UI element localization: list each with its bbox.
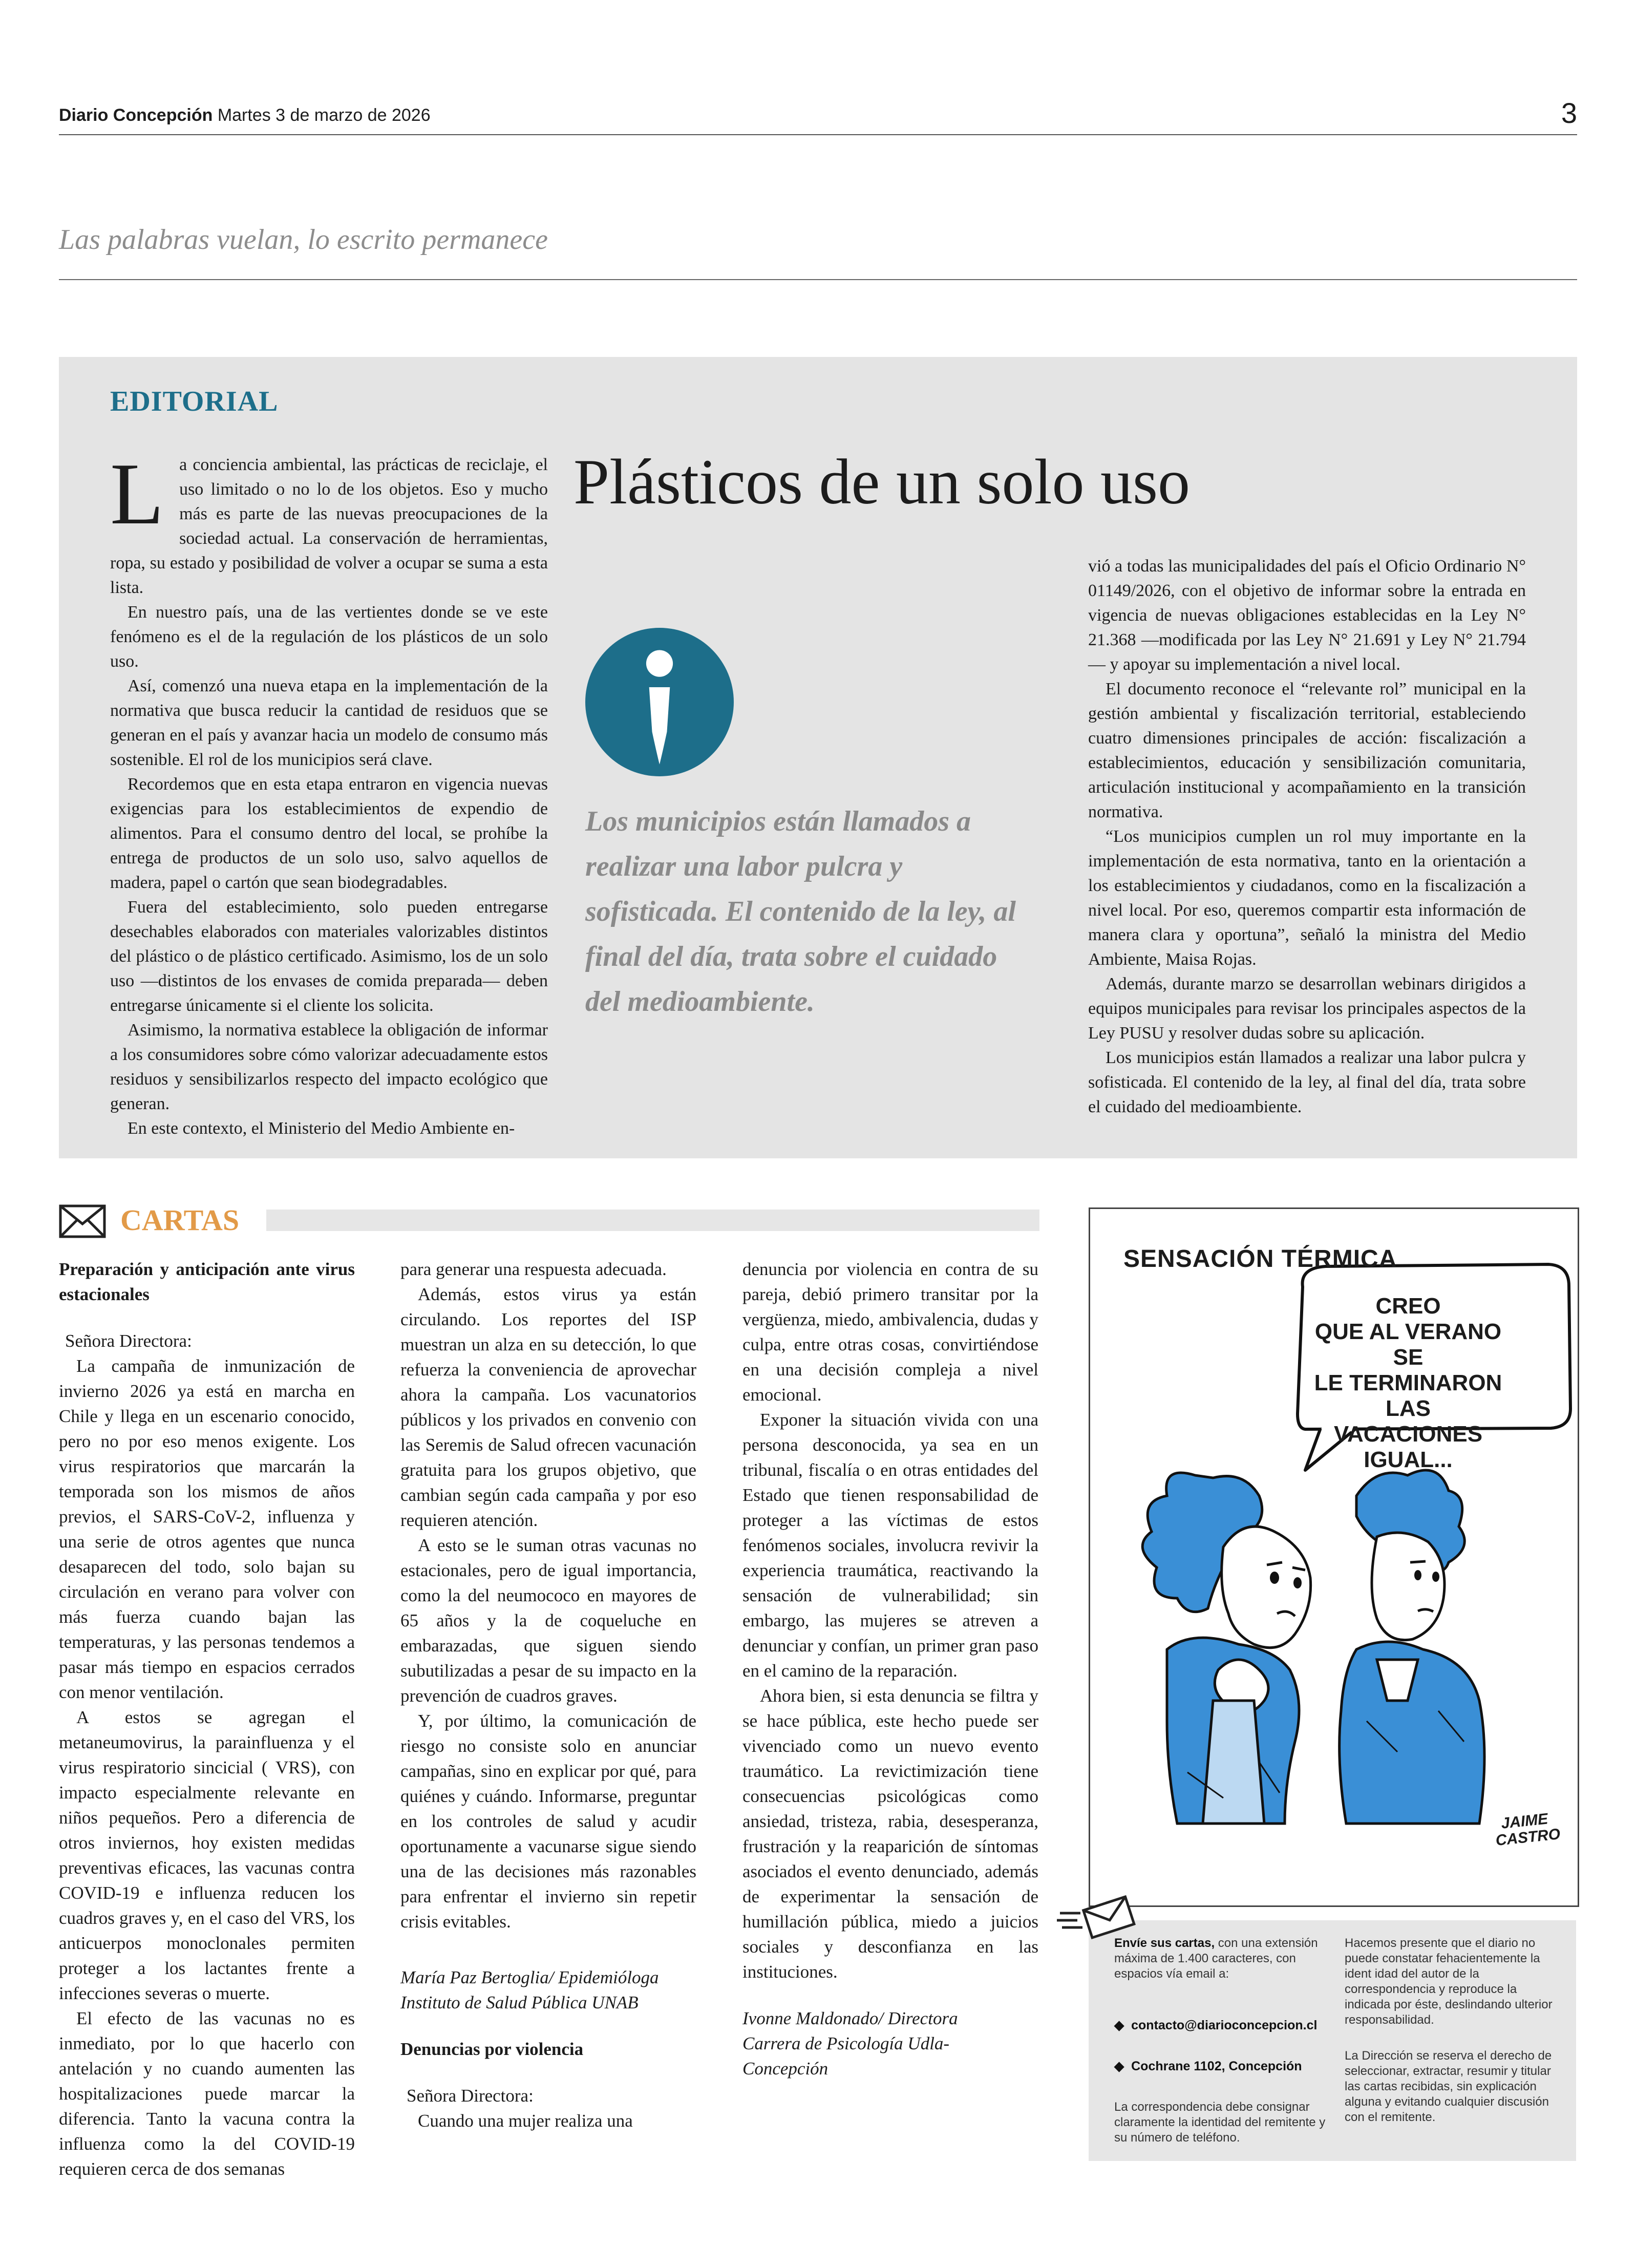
cartas-bar	[266, 1210, 1039, 1231]
letter-paragraph: Exponer la situación vivida con una persona desconocida, ya sea en un tribunal, fiscalía o en otras entidades del Estado que tienen responsabilidad de proteger a las víctimas de estos fenómenos sociales, involucra revivir la experiencia traumática, reactivando la sensación de vulnerabilidad; sin embargo, las mujeres se atreven a denunciar y confían, un primer gran paso en el camino de la reparación.	[742, 1410, 1038, 1681]
disclaimer-1: Hacemos presente que el diario no puede constatar fehacientemente la ident idad del autor de la correspondencia y reproduce la indicada por éste, deslindando ulterior responsabilidad.	[1345, 1936, 1553, 2027]
send-letter-icon	[1055, 1894, 1137, 1940]
letter-institution: Carrera de Psicología Udla-	[742, 2033, 950, 2053]
masthead	[59, 105, 431, 125]
editorial-paragraph: En nuestro país, una de las vertientes donde se ve este fenómeno es el de la regulación de los plásticos de un solo uso.	[110, 603, 548, 671]
contact-right	[1345, 1936, 1560, 2125]
contact-box	[1089, 1920, 1576, 2161]
letter-signature: Ivonne Maldonado/ Directora	[742, 2008, 958, 2028]
contact-address: ◆ Cochrane 1102, Concepción	[1114, 2059, 1302, 2073]
editorial-paragraph: La conciencia ambiental, las prácticas de reciclaje, el uso limitado o no lo de los objetos. Eso y mucho más es parte de las nuevas preocupaciones de la sociedad actual. La conservación de herramientas, ropa, su estado y posibilidad de volver a ocupar se suma a esta lista.	[110, 446, 548, 597]
disclaimer-2: La Dirección se reserva el derecho de seleccionar, extractar, resumir y titular las cartas recibidas, sin explicación alguna y evitando cualquier discusión con el remitente.	[1345, 2049, 1552, 2124]
letter-paragraph: Cuando una mujer realiza una	[418, 2111, 633, 2131]
letter-title: Denuncias por violencia	[400, 2039, 584, 2059]
envelope-icon	[59, 1204, 106, 1238]
letter-paragraph: Además, estos virus ya están circulando. Los reportes del ISP muestran un alza en su detección, lo que refuerza la conveniencia de aprovechar ahora la campaña. Los vacunatorios públicos y los privados en convenio con las Seremis de Salud ofrecen vacunación gratuita para los grupos objetivo, que cambian según cada campaña y por eso requieren atención.	[400, 1284, 696, 1530]
editorial-paragraph: Así, comenzó una nueva etapa en la implementación de la normativa que busca reducir la cantidad de residuos que se generan en el país y avanzar hacia un modelo de consumo más sostenible. El rol de los municipios será clave.	[110, 676, 548, 769]
editorial-paragraph: Recordemos que en esta etapa entraron en vigencia nuevas exigencias para los establecimientos de expendio de alimentos. Para el consumo dentro del local, se prohíbe la entrega de productos de un solo uso, salvo aquellos de madera, papel o cartón que sean biodegradables.	[110, 775, 548, 892]
section-motto: Las palabras vuelan, lo escrito permanece	[59, 224, 548, 256]
contact-intro: Envíe sus cartas, con una extensión máxima de 1.400 caracteres, con espacios vía email a:	[1114, 1936, 1318, 1981]
contact-left	[1114, 1936, 1329, 2146]
speech-bubble-text: CREO QUE AL VERANO SE LE TERMINARON LAS VACACIONES IGUAL...	[1314, 1294, 1502, 1472]
editorial-paragraph: “Los municipios cumplen un rol muy importante en la implementación de esta normativa, tanto en la orientación a los establecimientos y ciudadanos, como en la fiscalización a nivel local. Por eso, queremos compartir esta información de manera clara y oportuna”, señaló la ministra del Medio Ambiente, Maisa Rojas.	[1088, 827, 1526, 969]
contact-note: La correspondencia debe consignar claramente la identidad del remitente y su número de teléfono.	[1114, 2100, 1326, 2145]
editorial-paragraph: El documento reconoce el “relevante rol” municipal en la gestión ambiental y fiscalización territorial, estableciendo cuatro dimensiones principales de acción: fiscalización a establecimientos, educación y sensibilización comunitaria, articulación institucional y acompañamiento en la transición normativa.	[1088, 680, 1526, 821]
pull-quote: Los municipios están llamados a realizar una labor pulcra y sofisticada. El contenido de la ley, al final del día, trata sobre el cuidado del medioambiente.	[585, 806, 1016, 1018]
letter-paragraph: denuncia por violencia en contra de su pareja, debió primero transitar por la vergüenza, miedo, ambivalencia, dudas y culpa, entre otras cosas, convirtiéndose en una decisión compleja a nivel emocional.	[742, 1259, 1038, 1405]
letter-city: Concepción	[742, 2059, 828, 2079]
editorial-column-3	[1088, 554, 1526, 1119]
editorial-column-1	[110, 446, 548, 1141]
letter-title: Preparación y anticipación ante virus estacionales	[59, 1259, 355, 1304]
issue-date: Martes 3 de marzo de 2026	[217, 105, 431, 125]
letter-salutation: Señora Directora:	[65, 1331, 192, 1351]
editorial-paragraph: En este contexto, el Ministerio del Medio Ambiente en-	[128, 1119, 515, 1138]
letter-paragraph: para generar una respuesta adecuada.	[400, 1259, 667, 1279]
editorial-paragraph: Asimismo, la normativa establece la obligación de informar a los consumidores sobre cómo valorizar adecuadamente estos residuos y sensibilizarlos respecto del impacto ecológico que generan.	[110, 1021, 548, 1113]
editorial-paragraph: Fuera del establecimiento, solo pueden entregarse desechables elaborados con materiales valorizables distintos del plástico o de plástico certificado. Asimismo, los de un solo uso —distintos de los envases de comida preparada— deben entregarse únicamente si el cliente los solicita.	[110, 898, 548, 1015]
letters-column-3	[742, 1257, 1038, 2081]
letter-paragraph: La campaña de inmunización de invierno 2026 ya está en marcha en Chile y llega en un escenario conocido, pero no por eso menos exigente. Los virus respiratorios que marcarán la temporada son los mismos de años previos, el SARS-CoV-2, influenza y una serie de otros agentes que nunca desaparecen del todo, solo bajan su circulación en verano para volver con más fuerza cuando bajan las temperaturas, y las personas tendemos a pasar más tiempo en espacios cerrados con menor ventilación.	[59, 1356, 355, 1702]
letter-paragraph: El efecto de las vacunas no es inmediato, por lo que hacerlo con antelación y no cuando aumenten las hospitalizaciones puede marcar la diferencia. Tanto la vacuna contra la influenza como la del COVID-19 requieren cerca de dos semanas	[59, 2008, 355, 2179]
cartoon-signature: JAIME CASTRO	[1495, 1810, 1561, 1850]
letters-column-2	[400, 1257, 696, 2133]
cartas-label: CARTAS	[120, 1203, 240, 1237]
letter-salutation: Señora Directora:	[407, 2086, 534, 2106]
drop-cap: L	[110, 446, 164, 543]
page-number: 3	[1561, 97, 1577, 129]
editorial-paragraph: Los municipios están llamados a realizar una labor pulcra y sofisticada. El contenido de la ley, al final del día, trata sobre el cuidado del medioambiente.	[1088, 1048, 1526, 1116]
editorial-paragraph: vió a todas las municipalidades del país el Oficio Ordinario N° 01149/2026, con el objetivo de informar sobre la entrada en vigencia de nuevas obligaciones establecidas en la Ley N° 21.368 —modificada por las Ley N° 21.691 y Ley N° 21.794— y apoyar su implementación a nivel local.	[1088, 557, 1526, 674]
contact-email[interactable]: ◆ contacto@diarioconcepcion.cl	[1114, 2018, 1318, 2032]
info-icon	[585, 628, 734, 776]
letter-paragraph: Y, por último, la comunicación de riesgo no consiste solo en anunciar campañas, sino en explicar por qué, para quiénes y cuándo. Informarse, preguntar en los controles de salud y acudir oportunamente a vacunarse sigue siendo una de las decisiones más razonables para enfrentar el invierno sin repetir crisis evitables.	[400, 1711, 696, 1932]
editorial-paragraph: Además, durante marzo se desarrollan webinars dirigidos a equipos municipales para revisar los principales aspectos de la Ley PUSU y resolver dudas sobre su aplicación.	[1088, 974, 1526, 1043]
letter-paragraph: A estos se agregan el metaneumovirus, la parainfluenza y el virus respiratorio sincicial ( VRS), con impacto especialmente relevante en niños pequeños. Pero a diferencia de otros inviernos, hoy existen medidas preventivas eficaces, las vacunas contra COVID-19 e influenza reducen los cuadros graves y, en el caso del VRS, los anticuerpos monoclonales permiten proteger a los lactantes frente a infecciones severas o muerte.	[59, 1707, 355, 2003]
paper-name: Diario Concepción	[59, 105, 213, 125]
motto-rule	[59, 279, 1577, 280]
editorial-title: Plásticos de un solo uso	[573, 447, 1191, 518]
letter-signature: María Paz Bertoglia/ Epidemióloga	[400, 1967, 659, 1987]
letters-column-1	[59, 1257, 355, 2181]
letter-institution: Instituto de Salud Pública UNAB	[400, 1993, 639, 2012]
cartoon-title: SENSACIÓN TÉRMICA	[1123, 1245, 1397, 1273]
letter-paragraph: Ahora bien, si esta denuncia se filtra y se hace pública, este hecho puede ser vivenciado como un nuevo evento traumático. La revictimización tiene consecuencias psicológicas como ansiedad, tristeza, rabia, desesperanza, frustración y la reaparición de síntomas asociados el evento denunciado, además de experimentar la sensación de humillación pública, miedo a juicios sociales y desconfianza en las instituciones.	[742, 1686, 1038, 1982]
letter-paragraph: A esto se le suman otras vacunas no estacionales, pero de igual importancia, como la del neumococo en mayores de 65 años y la de coqueluche en embarazadas, que siguen siendo subutilizadas a pesar de su impacto en la prevención de cuadros graves.	[400, 1535, 696, 1706]
editorial-label: EDITORIAL	[110, 386, 279, 417]
header-rule	[59, 134, 1577, 135]
